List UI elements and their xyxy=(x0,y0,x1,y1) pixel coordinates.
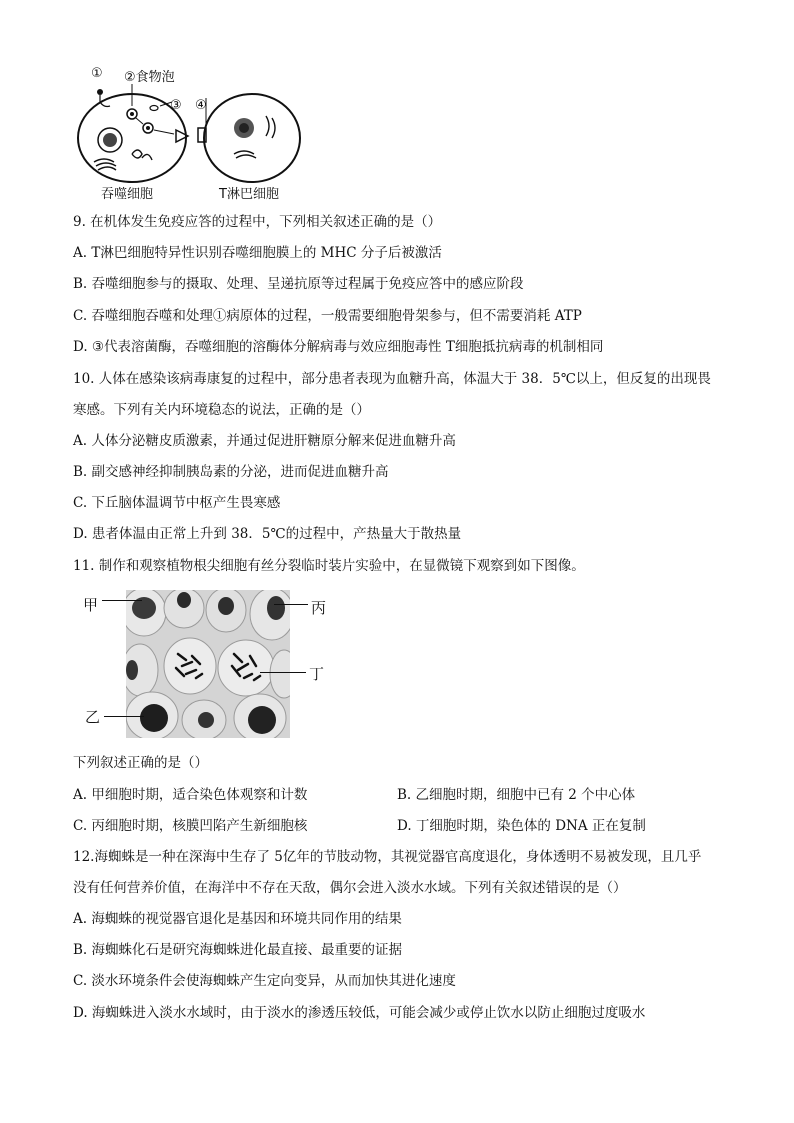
immune-cells-figure xyxy=(70,62,320,187)
q10-option-a: A. 人体分泌糖皮质激素，并通过促进肝糖原分解来促进血糖升高 xyxy=(73,433,456,449)
q9-option-b: B. 吞噬细胞参与的摄取、处理、呈递抗原等过程属于免疫应答中的感应阶段 xyxy=(73,276,524,292)
q12-option-c: C. 淡水环境条件会使海蜘蛛产生定向变异，从而加快其进化速度 xyxy=(73,973,456,989)
q12-stem-line2: 没有任何营养价值，在海洋中不存在天敌，偶尔会进入淡水水域。下列有关叙述错误的是（） xyxy=(73,880,627,896)
figure1-label-1: ① xyxy=(91,66,103,81)
q11-option-b: B. 乙细胞时期，细胞中已有 2 个中心体 xyxy=(397,787,636,803)
q11-stem: 11. 制作和观察植物根尖细胞有丝分裂临时装片实验中，在显微镜下观察到如下图像。 xyxy=(73,558,585,574)
figure1-label-4: ④ xyxy=(195,98,207,113)
cell-label-bing: 丙 xyxy=(311,599,327,617)
cell-label-ding: 丁 xyxy=(309,665,325,683)
label-line-jia xyxy=(102,600,142,601)
q10-stem-line1: 10. 人体在感染该病毒康复的过程中，部分患者表现为血糖升高，体温大于 38．5℃以上，但反复的出现畏 xyxy=(73,371,711,387)
q11-option-c: C. 丙细胞时期，核膜凹陷产生新细胞核 xyxy=(73,818,308,834)
q10-option-b: B. 副交感神经抑制胰岛素的分泌，进而促进血糖升高 xyxy=(73,464,389,480)
label-line-yi xyxy=(104,716,144,717)
root-tip-micrograph xyxy=(126,590,290,738)
q12-option-a: A. 海蜘蛛的视觉器官退化是基因和环境共同作用的结果 xyxy=(73,911,402,927)
q9-option-d: D. ③代表溶菌酶，吞噬细胞的溶酶体分解病毒与效应细胞毒性 T细胞抵抗病毒的机制相同 xyxy=(73,339,604,355)
figure1-label-3: ③ xyxy=(170,98,182,113)
q10-stem-line2: 寒感。下列有关内环境稳态的说法，正确的是（） xyxy=(73,402,370,418)
phagocyte-label: 吞噬细胞 xyxy=(101,187,154,202)
q11-option-d: D. 丁细胞时期，染色体的 DNA 正在复制 xyxy=(397,818,646,834)
q12-stem-line1: 12.海蜘蛛是一种在深海中生存了 5亿年的节肢动物，其视觉器官高度退化，身体透明不易被发现，且几乎 xyxy=(73,849,702,865)
q9-stem: 9. 在机体发生免疫应答的过程中，下列相关叙述正确的是（） xyxy=(73,214,442,230)
q11-sub-stem: 下列叙述正确的是（） xyxy=(73,755,208,771)
label-line-ding xyxy=(260,672,306,673)
cell-label-yi: 乙 xyxy=(85,708,101,726)
t-lymphocyte-label: T淋巴细胞 xyxy=(219,187,279,202)
q10-option-c: C. 下丘脑体温调节中枢产生畏寒感 xyxy=(73,495,281,511)
q9-option-c: C. 吞噬细胞吞噬和处理①病原体的过程，一般需要细胞骨架参与，但不需要消耗 ATP xyxy=(73,308,582,324)
cell-label-jia: 甲 xyxy=(83,596,99,614)
q11-option-a: A. 甲细胞时期，适合染色体观察和计数 xyxy=(73,787,308,803)
q12-option-d: D. 海蜘蛛进入淡水水域时，由于淡水的渗透压较低，可能会减少或停止饮水以防止细胞过度吸水 xyxy=(73,1005,646,1021)
q9-option-a: A. T淋巴细胞特异性识别吞噬细胞膜上的 MHC 分子后被激活 xyxy=(73,245,442,261)
label-line-bing xyxy=(274,604,308,605)
q12-option-b: B. 海蜘蛛化石是研究海蜘蛛进化最直接、最重要的证据 xyxy=(73,942,403,958)
figure1-label-2-food-vacuole: ②食物泡 xyxy=(124,70,175,85)
q10-option-d: D. 患者体温由正常上升到 38．5℃的过程中，产热量大于散热量 xyxy=(73,526,462,542)
